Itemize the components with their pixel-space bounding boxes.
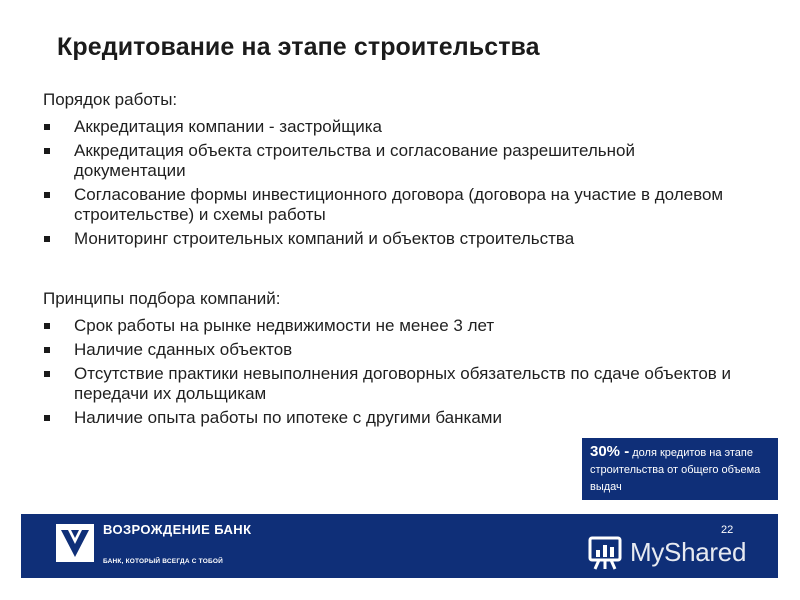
section-heading-principles: Принципы подбора компаний:	[43, 289, 281, 308]
slide-title: Кредитование на этапе строительства	[57, 33, 540, 61]
list-item: Наличие сданных объектов	[43, 340, 743, 360]
stat-text: доля кредитов на этапе строительства от общего объема выдач	[590, 447, 761, 493]
watermark-text: MyShared	[630, 536, 747, 567]
square-bullet-icon	[44, 124, 50, 130]
list-item: Аккредитация объекта строительства и согласование разрешительной документации	[43, 141, 743, 181]
section-heading-procedure: Порядок работы:	[43, 90, 178, 109]
square-bullet-icon	[44, 415, 50, 421]
square-bullet-icon	[44, 236, 50, 242]
page-number: 22	[721, 524, 734, 536]
procedure-list	[43, 117, 743, 253]
watermark	[586, 532, 746, 572]
square-bullet-icon	[44, 323, 50, 329]
principles-list	[43, 316, 743, 432]
square-bullet-icon	[44, 192, 50, 198]
bank-logo-icon	[56, 524, 94, 562]
bank-slogan: БАНК, КОТОРЫЙ ВСЕГДА С ТОБОЙ	[103, 558, 223, 565]
square-bullet-icon	[44, 148, 50, 154]
list-item: Согласование формы инвестиционного договора (договора на участие в долевом строительстве) и схемы работы	[43, 185, 743, 225]
stat-percent: 30% -	[590, 443, 630, 460]
list-item: Отсутствие практики невыполнения договорных обязательств по сдаче объектов и передачи их дольщикам	[43, 364, 743, 404]
list-item: Срок работы на рынке недвижимости не менее 3 лет	[43, 316, 743, 336]
square-bullet-icon	[44, 347, 50, 353]
stat-callout	[582, 438, 778, 500]
list-item: Аккредитация компании - застройщика	[43, 117, 743, 137]
square-bullet-icon	[44, 371, 50, 377]
list-item: Мониторинг строительных компаний и объектов строительства	[43, 229, 743, 249]
bank-name: ВОЗРОЖДЕНИЕ БАНК	[103, 522, 252, 537]
list-item: Наличие опыта работы по ипотеке с другими банками	[43, 408, 743, 428]
presentation-board-icon	[586, 532, 626, 572]
